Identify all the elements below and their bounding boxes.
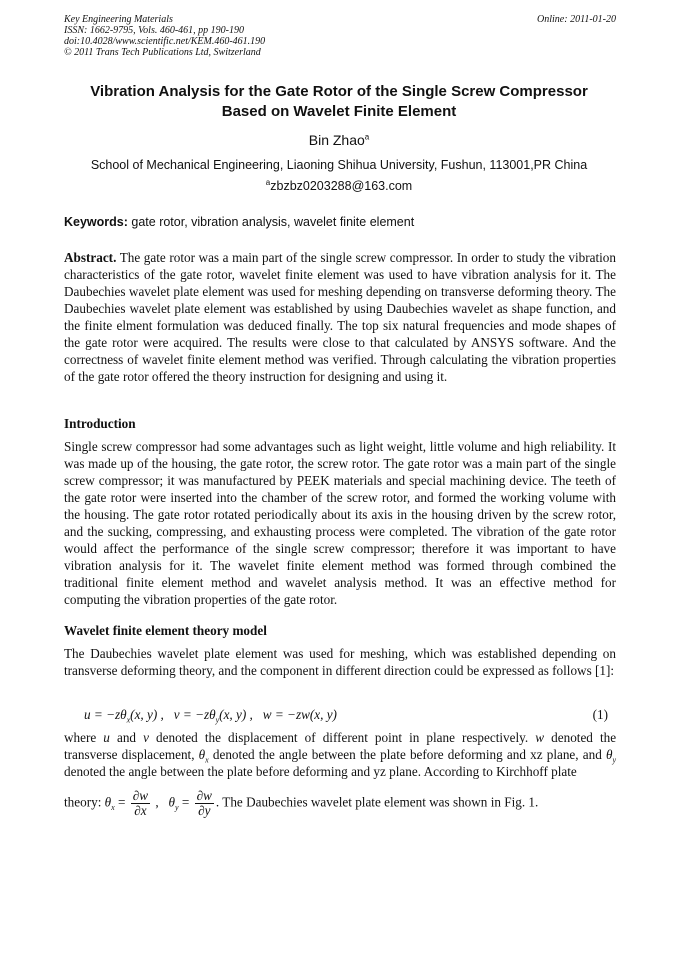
online-date: Online: 2011-01-20 — [537, 14, 616, 25]
introduction-text: Single screw compressor had some advantages such as light weight, little volume and high reliability. It was made up of the housing, the gate rotor, the screw rotor. The gate rotor was a main part of the single screw compressor; it was manufactured by PEEK materials and special machining device. The teeth of the gate rotor were inserted into the chamber of the screw rotor, and formed the working volume with the housing. The gate rotor rotated periodically about its axis in the housing driven by the screw rotor, and the sucking, compressing, and exhausting process were completed. The vibration of the gate rotor would affect the performance of the single screw compressor; therefore it was important to have vibration analysis for it. The wavelet finite element method was formed through combined the traditional finite element method and wavelet analysis method. It was an effective method for computing the vibration properties of the gate rotor. — [64, 439, 616, 607]
introduction-heading: Introduction — [64, 416, 136, 431]
journal-header — [64, 14, 616, 58]
journal-name: Key Engineering Materials — [64, 14, 173, 25]
equation-body: $u = -z\theta_x(x$, y) , $v = -z\theta_y(x$, y) , w = −zw(x, y) — [84, 707, 337, 725]
abstract-label: Abstract. — [64, 250, 117, 265]
email-address: zbzbz0203288@163.com — [270, 179, 413, 193]
title-line-2: Based on Wavelet Finite Element — [221, 103, 457, 120]
doi-line: doi:10.4028/www.scientific.net/KEM.460-461.190 — [64, 36, 266, 47]
equation-1 — [64, 706, 616, 724]
title-line-1: Vibration Analysis for the Gate Rotor of the Single Screw Compressor — [90, 83, 588, 100]
keywords-text: gate rotor, vibration analysis, wavelet finite element — [131, 215, 415, 229]
copyright-line: © 2011 Trans Tech Publications Ltd, Switzerland — [64, 47, 261, 58]
author-sup: a — [364, 132, 370, 142]
wavelet-section-heading: Wavelet finite element theory model — [64, 623, 267, 638]
equation-explanation: where u and v denoted the displacement of different point in plane respectively. w denoted the transverse displacement, $\theta_x$ denoted the angle between the plate before deforming and xz plane, and $\theta_y$ denoted the angle between the plate before deforming and yz plane. According to Kirchhoff plate — [64, 730, 617, 779]
abstract-text: The gate rotor was a main part of the single screw compressor. In order to study the vibration characteristics of the gate rotor, wavelet finite element was used to have vibration analysis for it. The Daubechies wavelet plate element was used for meshing depending on transverse deforming theory. The Daubechies wavelet plate element was established by using Daubechies wavelet as shape function, and the finite elment formulation was deduced finally. The top six natural frequencies and mode shapes of the gate rotor were acquired. The results were close to that calculated by ANSYS software. And the correctness of wavelet finite element method was verified. Through calculating the vibration properties of the gate rotor offered the theory instruction for designing and using it. — [64, 250, 616, 384]
issn-line: ISSN: 1662-9795, Vols. 460-461, pp 190-190 — [64, 25, 244, 36]
equation-number: (1) — [592, 707, 608, 722]
author-email — [0, 178, 678, 194]
fraction-dw-dy: $\frac{\partial w}{\partial y}$ — [196, 788, 212, 818]
affiliation: School of Mechanical Engineering, Liaoning Shihua University, Fushun, 113001,PR China — [90, 158, 588, 172]
fraction-dw-dx: $\frac{\partial w}{\partial x}$ — [132, 788, 149, 818]
paper-title — [50, 82, 628, 122]
theory-label: theory: — [64, 794, 102, 810]
author — [0, 131, 678, 149]
kirchhoff-theory-line: theory: $\theta_x$ = $\frac{\partial w}{\partial x}$ , $\theta_y$ = $\frac{\partial w}{\partial y}$ . The Daubechies wavelet plate element was shown in Fig. 1. — [64, 788, 539, 818]
theory-end: . The Daubechies wavelet plate element was shown in Fig. 1. — [215, 794, 539, 810]
keywords — [64, 214, 616, 230]
keywords-label: Keywords: — [64, 215, 128, 229]
wavelet-section-text: The Daubechies wavelet plate element was used for meshing, which was established depending on transverse deforming theory, and the component in different direction could be expressed as follows [1]: — [64, 646, 616, 678]
email-sup: a — [265, 177, 271, 187]
author-name: Bin Zhao — [308, 132, 365, 148]
abstract — [64, 249, 616, 385]
